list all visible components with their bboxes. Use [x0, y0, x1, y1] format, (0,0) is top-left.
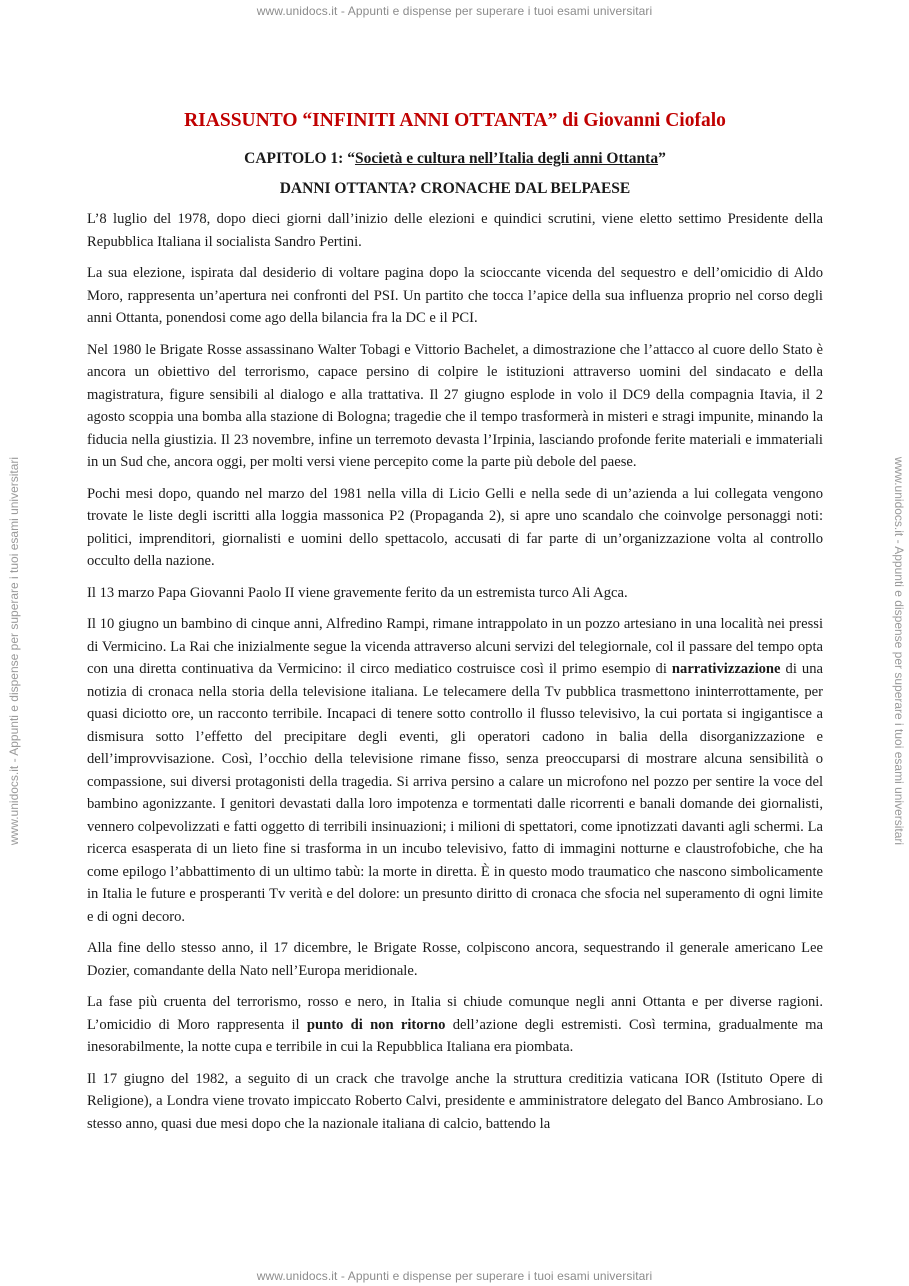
- chapter-prefix: CAPITOLO 1: “: [244, 150, 355, 167]
- watermark-side-left: www.unidocs.it - Appunti e dispense per superare i tuoi esami universitari: [7, 456, 21, 846]
- watermark-banner-top: www.unidocs.it - Appunti e dispense per superare i tuoi esami universitari: [256, 4, 653, 18]
- watermark-banner-bottom: www.unidocs.it - Appunti e dispense per superare i tuoi esami universitari: [256, 1269, 653, 1283]
- document-title: RIASSUNTO “INFINITI ANNI OTTANTA” di Giovanni Ciofalo: [184, 110, 726, 131]
- document-body: [87, 108, 823, 1144]
- paragraph-calvi: Il 17 giugno del 1982, a seguito di un crack che travolge anche la struttura creditizia vaticana IOR (Istituto Opere di Religione), a Londra viene trovato impiccato Roberto Calvi, presidente e amministratore delegato del Banco Ambrosiano. Lo stesso anno, quasi due mesi dopo che la nazionale italiana di calcio, battendo la: [87, 1070, 823, 1132]
- paragraph-psi: La sua elezione, ispirata dal desiderio di voltare pagina dopo la scioccante vicenda del sequestro e dell’omicidio di Aldo Moro, rappresenta un’apertura nei confronti del PSI. Un partito che tocca l’apice della sua influenza proprio nel corso degli anni Ottanta, ponendosi come ago della bilancia fra la DC e il PCI.: [87, 265, 823, 326]
- chapter-heading: [87, 148, 823, 170]
- paragraph-pertini: L’8 luglio del 1978, dopo dieci giorni dall’inizio delle elezioni e quindici scrutini, viene eletto settimo Presidente della Repubblica Italiana il socialista Sandro Pertini.: [87, 211, 823, 250]
- chapter-name: Società e cultura nell’Italia degli anni Ottanta: [354, 150, 659, 167]
- chapter-suffix: ”: [658, 150, 666, 167]
- watermark-side-right: www.unidocs.it - Appunti e dispense per superare i tuoi esami universitari: [892, 456, 906, 846]
- terrorismo-text-after: dell’azione degli estremisti. Così termina, gradualmente ma inesorabilmente, la notte cupa e terribile in cui la Repubblica Italiana era piombata.: [87, 1016, 823, 1055]
- rampi-bold-term: narrativizzazione: [671, 661, 781, 677]
- paragraph-p2: Pochi mesi dopo, quando nel marzo del 1981 nella villa di Licio Gelli e nella sede di un’azienda a lui collegata vengono trovate le liste degli iscritti alla loggia massonica P2 (Propaganda 2), si apre uno scandalo che coinvolge personaggi noti: politici, imprenditori, giornalisti e uomini dello spettacolo, accusati di far parte di un’organizzazione volta al controllo occulto della nazione.: [87, 485, 823, 569]
- terrorismo-text-before: La fase più cruenta del terrorismo, rosso e nero, in Italia si chiude comunque negli anni Ottanta e per diverse ragioni. L’omicidio di Moro rappresenta il: [87, 994, 823, 1033]
- rampi-text-before: Il 10 giugno un bambino di cinque anni, Alfredino Rampi, rimane intrappolato in un pozzo artesiano in una località nei pressi di Vermicino. La Rai che inizialmente segue la vicenda attraverso alcuni servizi del telegiornale, col il passare del tempo opta con una diretta continuativa da Vermicino: il circo mediatico costruisce così il primo esempio di: [87, 616, 823, 677]
- paragraph-terrorismo: [87, 991, 823, 1059]
- paragraph-rampi: [87, 613, 823, 928]
- section-heading: DANNI OTTANTA? CRONACHE DAL BELPAESE: [279, 180, 631, 197]
- terrorismo-bold-term: punto di non ritorno: [306, 1016, 446, 1033]
- paragraph-papa: Il 13 marzo Papa Giovanni Paolo II viene gravemente ferito da un estremista turco Ali Agca.: [87, 584, 628, 601]
- rampi-text-after: di una notizia di cronaca nella storia della televisione italiana. Le telecamere della Tv pubblica trasmettono ininterrottamente, per quasi diciotto ore, un racconto terribile. Incapaci di tenere sotto controllo il flusso televisivo, la cui portata si ingigantisce a dismisura sotto l’effetto del precipitare degli eventi, gli operatori cadono in balia della disorganizzazione e dell’improvvisazione. Così, l’occhio della televisione rimane fisso, senza preoccuparsi di mostrare alcuna sensibilità o compassione, sui diversi protagonisti della tragedia. Si arriva persino a calare un microfono nel pozzo per sentire la voce del bambino agonizzante. I genitori devastati dalla loro impotenza e tormentati dalle ricorrenti e banali domande dei giornalisti, vennero colpevolizzati e fatti oggetto di terribili insinuazioni; i milioni di spettatori, come ipnotizzati davanti agli schermi. La ricerca esasperata di un lieto fine si trasforma in un incubo televisivo, fatto di immagini notturne e claustrofobiche, che ha come epilogo l’abbattimento di un ultimo tabù: la morte in diretta. È in questo modo traumatico che nascono simbolicamente in Italia le future e prosperanti Tv verità e del dolore: un presunto diritto di cronaca che sfocia nel superamento di ogni limite e di ogni decoro.: [87, 661, 823, 925]
- paragraph-dozier: Alla fine dello stesso anno, il 17 dicembre, le Brigate Rosse, colpiscono ancora, sequestrando il generale americano Lee Dozier, comandante della Nato nell’Europa meridionale.: [87, 940, 823, 979]
- paragraph-1980: Nel 1980 le Brigate Rosse assassinano Walter Tobagi e Vittorio Bachelet, a dimostrazione che l’attacco al cuore dello Stato è ancora un obiettivo del terrorismo, capace persino di colpire le istituzioni attraverso uomini del sindacato e della magistratura, figure sensibili al dialogo e alla trattativa. Il 27 giugno esplode in volo il DC9 della compagnia Itavia, il 2 agosto scoppia una bomba alla stazione di Bologna; tragedie che il tempo trasformerà in misteri e stragi impunite, minando la fiducia nella giustizia. Il 23 novembre, infine un terremoto devasta l’Irpinia, lasciando profonde ferite materiali e immateriali in un Sud che, ancora oggi, per molti versi viene percepito come la parte più debole del paese.: [87, 341, 823, 470]
